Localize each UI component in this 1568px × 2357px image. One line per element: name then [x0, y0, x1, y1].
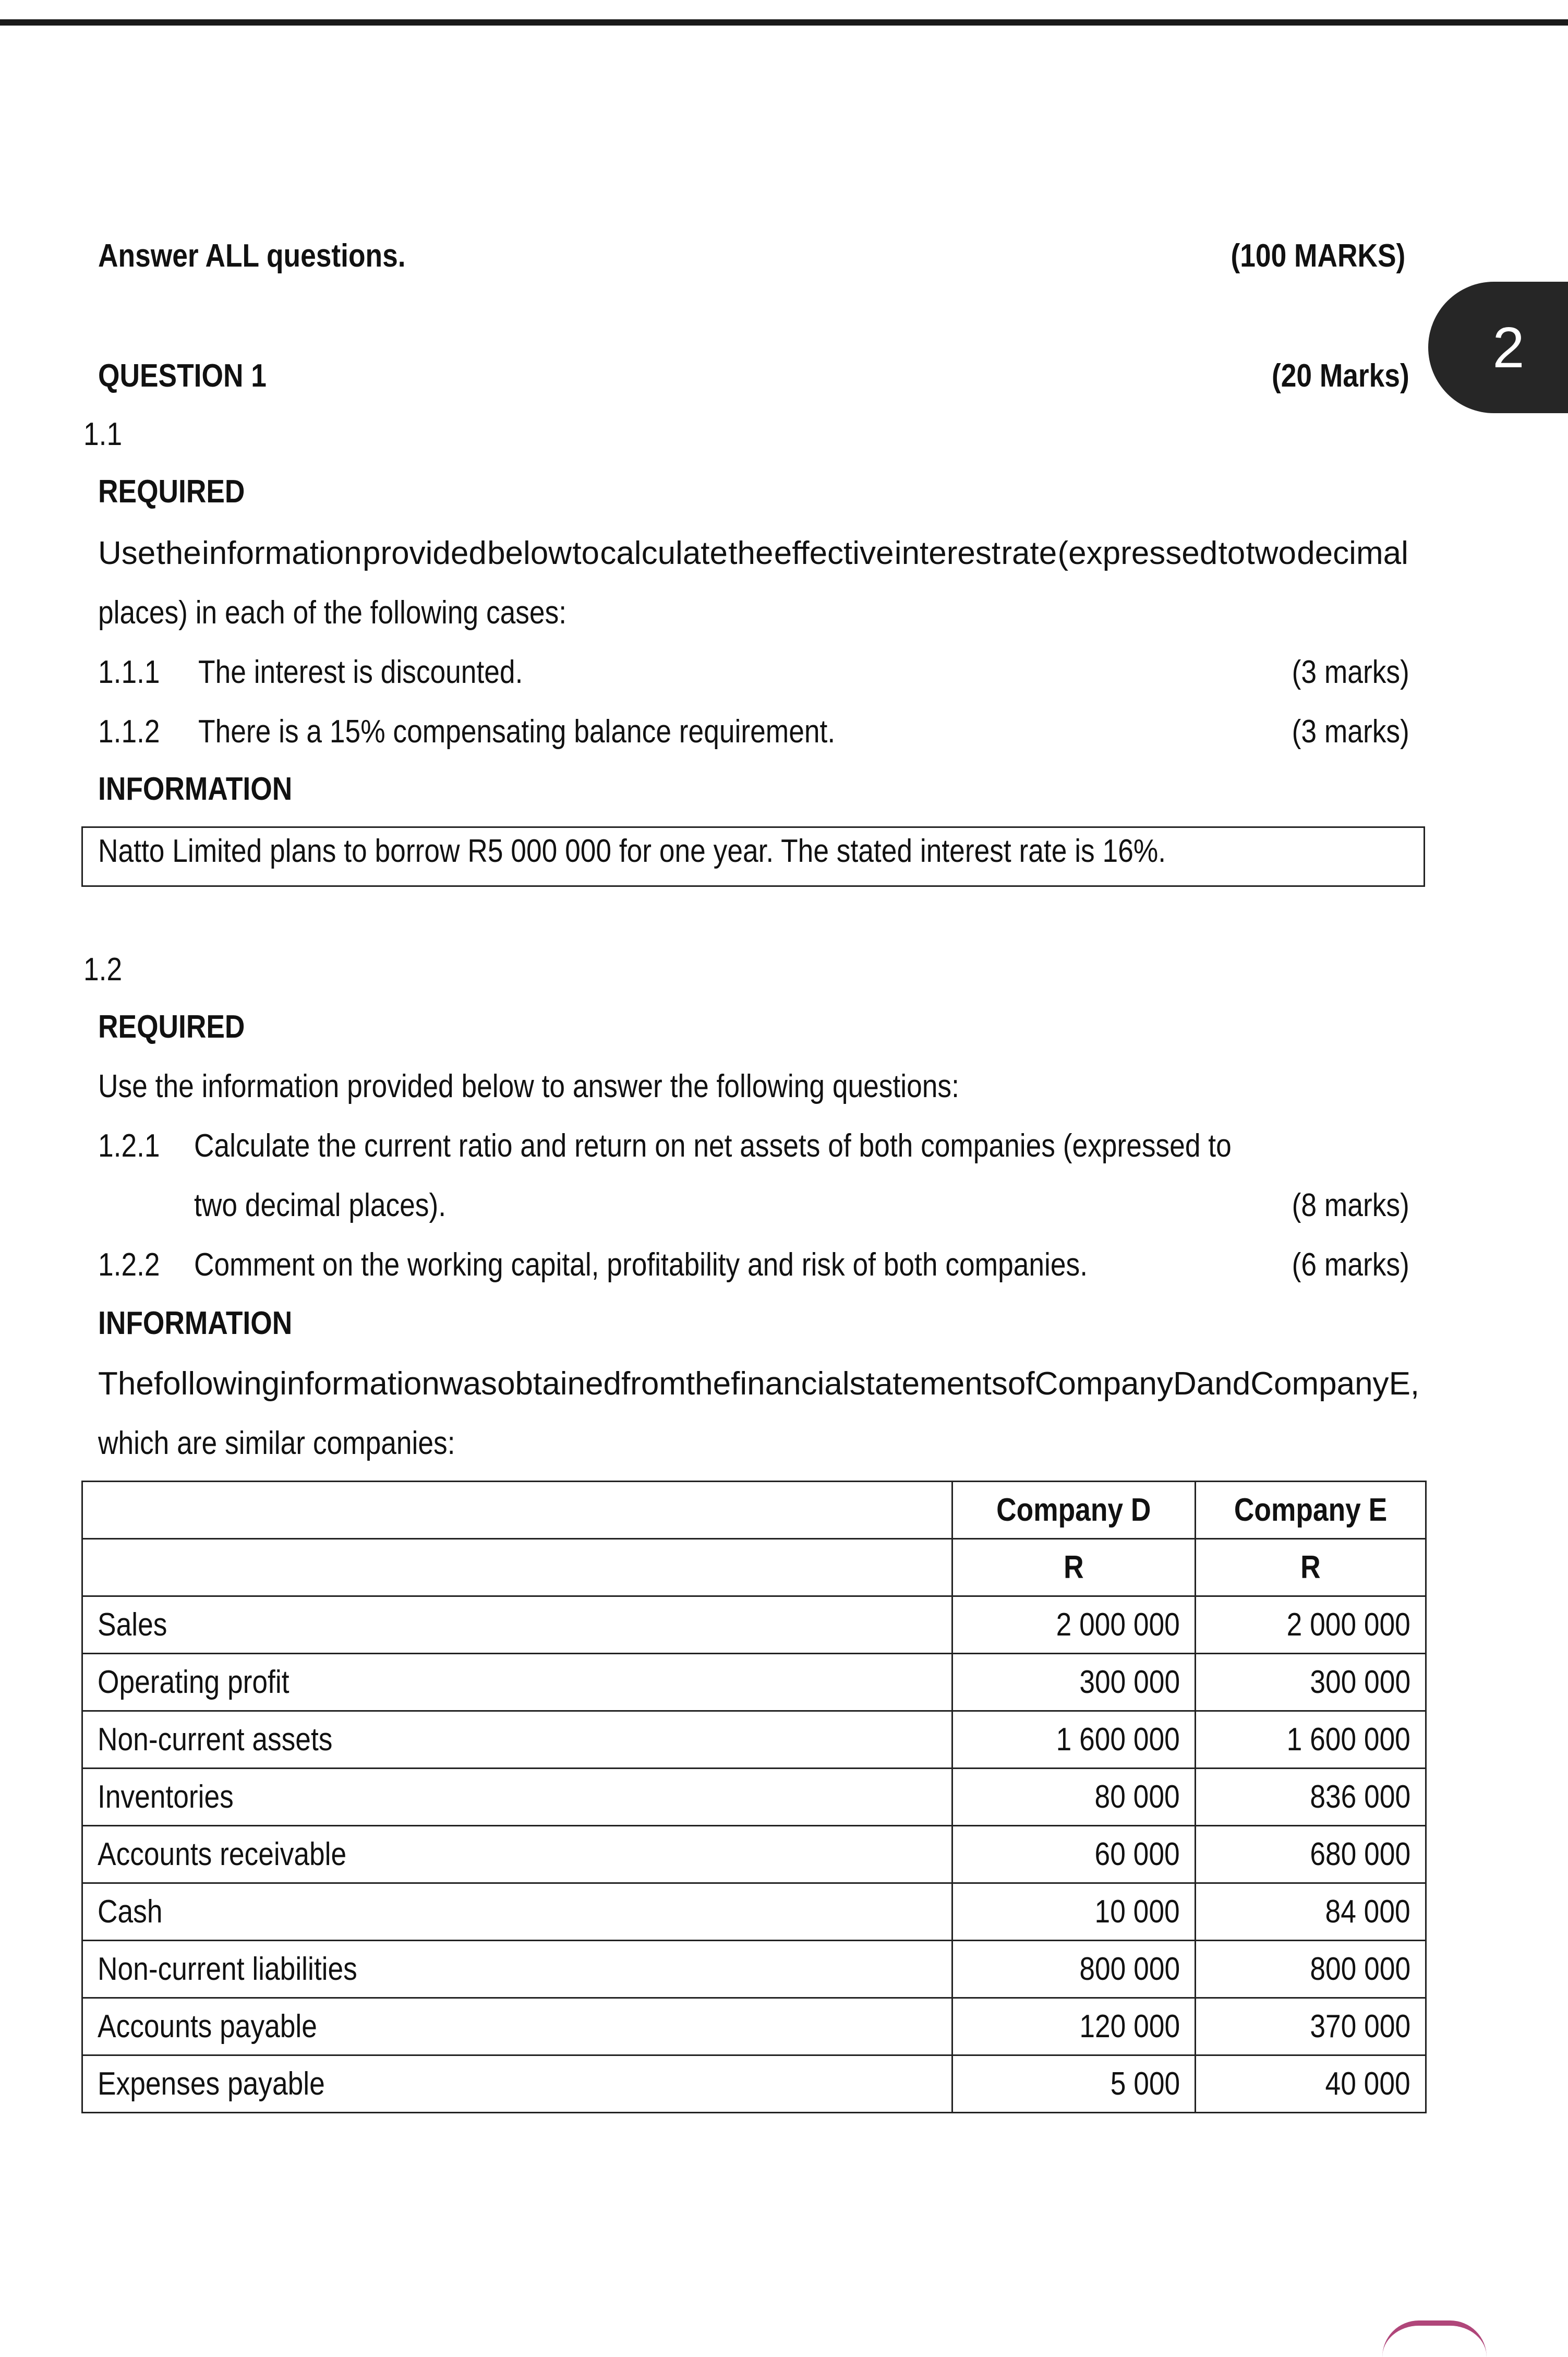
company-d-value: 5 000: [952, 2055, 1196, 2113]
item-1-2-1-text-line2: two decimal places).: [194, 1187, 447, 1223]
header-cell-blank: [82, 1482, 952, 1539]
page-number-badge: [1428, 282, 1568, 413]
section-1-1-number: 1.1: [83, 416, 123, 452]
word: Company: [1250, 1366, 1389, 1402]
instruction: Answer ALL questions.: [98, 238, 406, 274]
word: was: [439, 1366, 498, 1402]
row-label: Expenses payable: [82, 2055, 952, 2113]
table-row: [82, 1883, 1426, 1941]
section-1-1-information-heading: INFORMATION: [98, 771, 293, 807]
word: provided: [362, 535, 487, 571]
word: decimal: [1297, 535, 1408, 571]
table-units-row: [82, 1539, 1426, 1596]
item-1-1-2-marks: (3 marks): [1292, 714, 1409, 750]
word: D: [1173, 1366, 1197, 1402]
item-1-1-2-number: 1.1.2: [98, 714, 160, 750]
table-row: [82, 1826, 1426, 1883]
company-d-value: 60 000: [952, 1826, 1196, 1883]
header-cell-company-d: Company D: [952, 1482, 1196, 1539]
units-cell-company-e: R: [1196, 1539, 1426, 1596]
company-d-value: 10 000: [952, 1883, 1196, 1941]
section-1-1-required-heading: REQUIRED: [98, 474, 245, 510]
company-d-value: 1 600 000: [952, 1711, 1196, 1769]
word: the: [685, 1366, 731, 1402]
row-label: Accounts payable: [82, 1998, 952, 2055]
section-1-1-intro-line2: places) in each of the following cases:: [98, 595, 567, 631]
item-1-2-2-marks: (6 marks): [1292, 1247, 1409, 1283]
item-1-1-1-marks: (3 marks): [1292, 654, 1409, 690]
company-d-value: 800 000: [952, 1941, 1196, 1998]
table-header-row: [82, 1482, 1426, 1539]
company-e-value: 84 000: [1196, 1883, 1426, 1941]
word: rate: [1001, 535, 1057, 571]
header-cell-company-e: Company E: [1196, 1482, 1426, 1539]
units-cell-blank: [82, 1539, 952, 1596]
table-row: [82, 1941, 1426, 1998]
company-e-value: 300 000: [1196, 1654, 1426, 1711]
word: below: [487, 535, 572, 571]
item-1-2-1-text-line1: Calculate the current ratio and return on net assets of both companies (expressed to: [194, 1128, 1232, 1164]
word: to: [572, 535, 600, 571]
word: of: [1007, 1366, 1035, 1402]
information-text: Natto Limited plans to borrow R5 000 000 for one year. The stated interest rate is 16%.: [98, 833, 1166, 869]
row-label: Cash: [82, 1883, 952, 1941]
table-row: [82, 1998, 1426, 2055]
word: Use: [98, 535, 156, 571]
company-d-value: 300 000: [952, 1654, 1196, 1711]
table-row: [82, 1596, 1426, 1654]
top-rule: [0, 19, 1568, 26]
item-1-1-1-text: The interest is discounted.: [198, 654, 523, 690]
section-1-2-intro: Use the information provided below to answer the following questions:: [98, 1068, 959, 1104]
decorative-arc: [1382, 2320, 1487, 2357]
item-1-1-2-text: There is a 15% compensating balance requirement.: [198, 714, 836, 750]
row-label: Non-current liabilities: [82, 1941, 952, 1998]
word: E,: [1389, 1366, 1420, 1402]
company-e-value: 680 000: [1196, 1826, 1426, 1883]
word: financial: [731, 1366, 850, 1402]
word: (expressed: [1057, 535, 1218, 571]
company-d-value: 80 000: [952, 1769, 1196, 1826]
row-label: Operating profit: [82, 1654, 952, 1711]
row-label: Inventories: [82, 1769, 952, 1826]
word: to: [1218, 535, 1246, 571]
page-number: 2: [1492, 315, 1525, 380]
word: and: [1196, 1366, 1251, 1402]
word: from: [621, 1366, 686, 1402]
word: two: [1246, 535, 1296, 571]
word: effective: [774, 535, 894, 571]
word: following: [153, 1366, 280, 1402]
company-e-value: 2 000 000: [1196, 1596, 1426, 1654]
company-d-value: 2 000 000: [952, 1596, 1196, 1654]
word: information: [202, 535, 362, 571]
table-row: [82, 1769, 1426, 1826]
table-row: [82, 2055, 1426, 2113]
company-e-value: 1 600 000: [1196, 1711, 1426, 1769]
word: information: [280, 1366, 440, 1402]
row-label: Sales: [82, 1596, 952, 1654]
word: the: [728, 535, 774, 571]
row-label: Accounts receivable: [82, 1826, 952, 1883]
word: the: [156, 535, 201, 571]
company-e-value: 836 000: [1196, 1769, 1426, 1826]
word: interest: [894, 535, 1001, 571]
section-1-2-number: 1.2: [83, 952, 123, 988]
item-1-1-1-number: 1.1.1: [98, 654, 160, 690]
row-label: Non-current assets: [82, 1711, 952, 1769]
word: Company: [1034, 1366, 1173, 1402]
company-d-value: 120 000: [952, 1998, 1196, 2055]
word: statements: [849, 1366, 1008, 1402]
table-row: [82, 1654, 1426, 1711]
word: obtained: [497, 1366, 621, 1402]
company-e-value: 800 000: [1196, 1941, 1426, 1998]
company-e-value: 370 000: [1196, 1998, 1426, 2055]
section-1-2-information-heading: INFORMATION: [98, 1305, 293, 1341]
total-marks: (100 MARKS): [1231, 238, 1405, 274]
section-1-1-intro-line1: [98, 537, 1408, 570]
units-cell-company-d: R: [952, 1539, 1196, 1596]
section-1-2-info-line1: [98, 1366, 1420, 1402]
company-e-value: 40 000: [1196, 2055, 1426, 2113]
question-1-marks: (20 Marks): [1272, 358, 1409, 394]
financial-data-table: [81, 1481, 1427, 2113]
table-row: [82, 1711, 1426, 1769]
word: The: [98, 1366, 154, 1402]
word: calculate: [600, 535, 728, 571]
item-1-2-1-number: 1.2.1: [98, 1128, 160, 1164]
section-1-2-info-line2: which are similar companies:: [98, 1425, 455, 1461]
question-1-title: QUESTION 1: [98, 358, 267, 394]
section-1-2-required-heading: REQUIRED: [98, 1009, 245, 1045]
item-1-2-2-text: Comment on the working capital, profitability and risk of both companies.: [194, 1247, 1088, 1283]
item-1-2-1-marks: (8 marks): [1292, 1187, 1409, 1223]
item-1-2-2-number: 1.2.2: [98, 1247, 160, 1283]
